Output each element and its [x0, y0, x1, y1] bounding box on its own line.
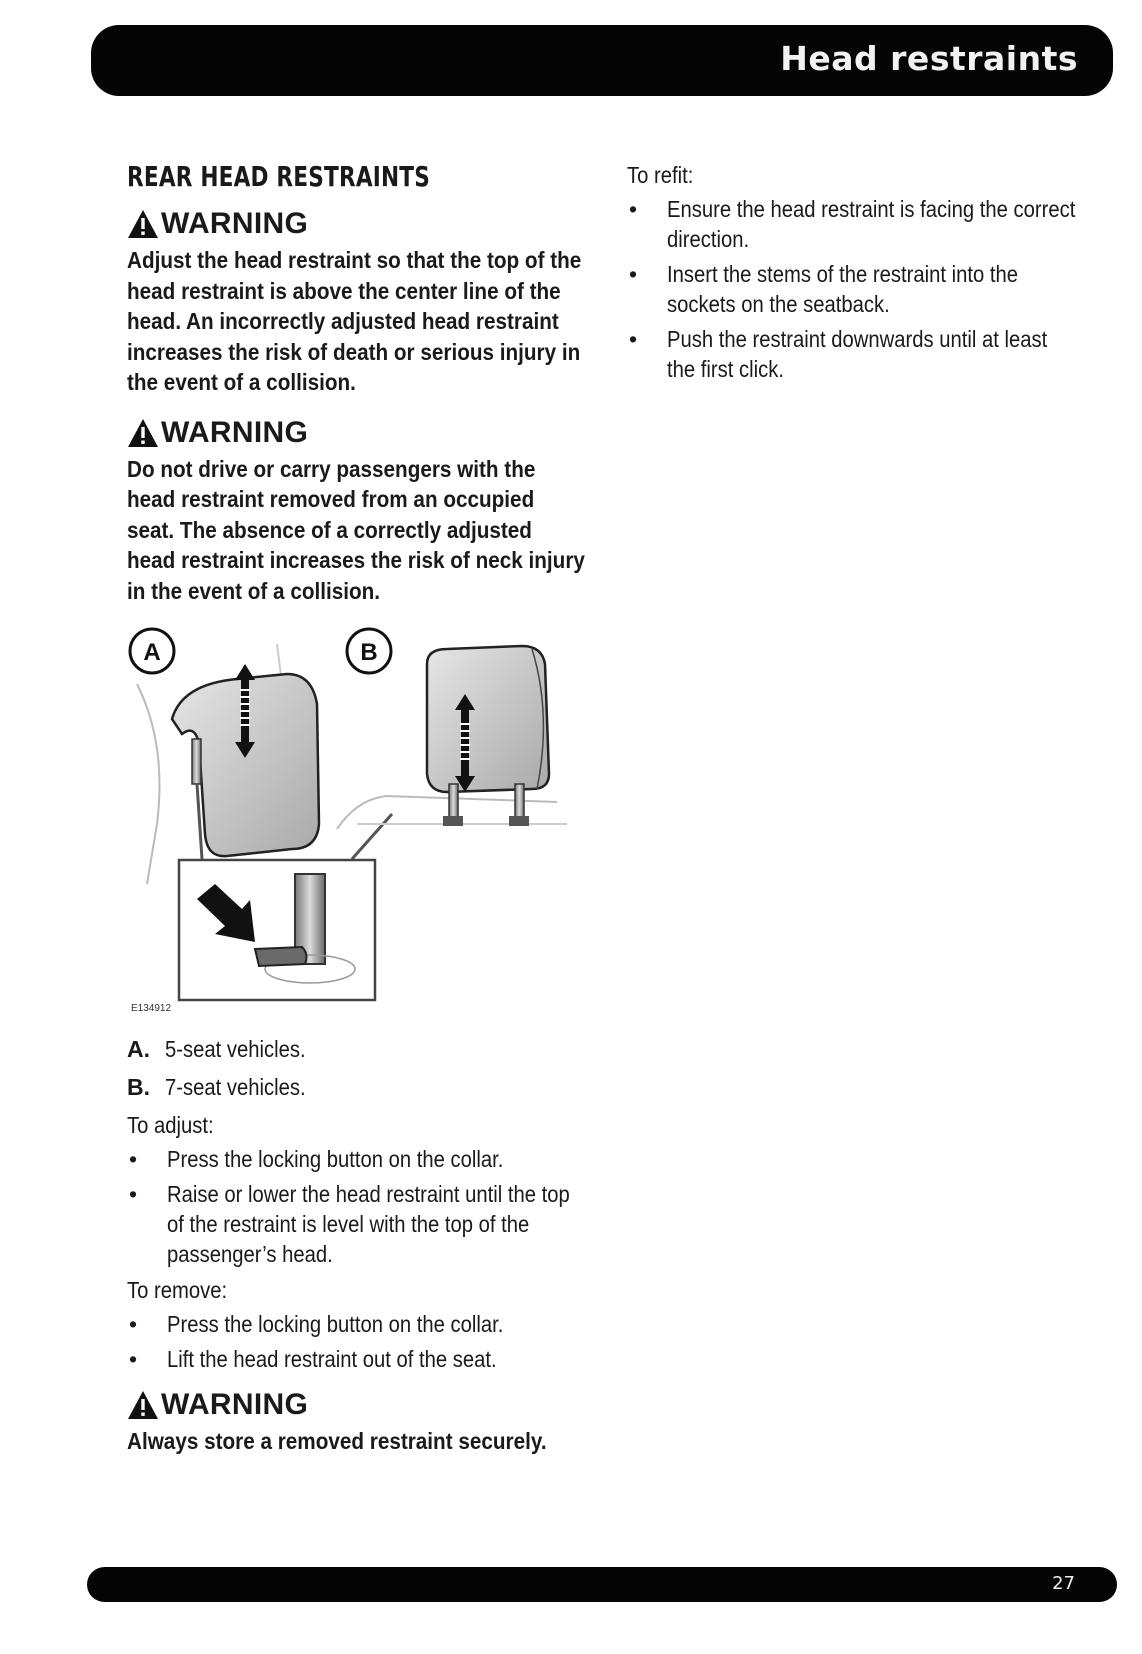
- warning-triangle-icon: [127, 209, 159, 239]
- bullet-icon: •: [129, 1346, 138, 1372]
- list-item-text: Press the locking button on the collar.: [167, 1146, 504, 1172]
- remove-intro: To remove:: [127, 1277, 228, 1303]
- illustration-svg: [127, 624, 575, 1024]
- list-item: [127, 1179, 587, 1269]
- bullet-icon: •: [629, 261, 638, 287]
- legend-row: [127, 1034, 587, 1064]
- figure-label-a: A: [143, 639, 161, 666]
- list-item: [127, 1309, 587, 1339]
- list-item-text: Ensure the head restraint is facing the correct direction.: [667, 196, 1076, 252]
- warning-title-3: [127, 1388, 587, 1422]
- remove-list: [127, 1309, 587, 1374]
- list-item: [627, 324, 1097, 384]
- warning-label: WARNING: [161, 415, 309, 449]
- warning-label: WARNING: [161, 207, 309, 240]
- right-column: [627, 160, 1097, 390]
- warning-body-1: Adjust the head restraint so that the top of the head restraint is above the center line of the head. An incorrectly adjusted head restraint increases the risk of death or serious injury in the event of a collision.: [127, 247, 582, 395]
- warning-triangle-icon: [127, 418, 159, 448]
- page-title: Head restraints: [780, 39, 1078, 78]
- legend-key: B.: [127, 1074, 150, 1100]
- header-bar: [91, 25, 1113, 96]
- list-item-text: Push the restraint downwards until at least the first click.: [667, 326, 1048, 382]
- section-heading: REAR HEAD RESTRAINTS: [127, 160, 431, 193]
- adjust-intro: To adjust:: [127, 1112, 214, 1138]
- warning-title-2: [127, 416, 587, 450]
- legend-key: A.: [127, 1036, 150, 1062]
- list-item-text: Insert the stems of the restraint into the sockets on the seatback.: [667, 261, 1019, 317]
- left-column: [127, 160, 587, 1475]
- list-item: [627, 259, 1097, 319]
- list-item-text: Press the locking button on the collar.: [167, 1311, 504, 1337]
- figure-label-b: B: [360, 639, 378, 666]
- bullet-icon: •: [129, 1146, 138, 1172]
- legend-row: [127, 1072, 587, 1102]
- list-item-text: Lift the head restraint out of the seat.: [167, 1346, 497, 1372]
- legend-text: 7-seat vehicles.: [165, 1074, 306, 1100]
- bullet-icon: •: [629, 326, 638, 352]
- footer-bar: [87, 1567, 1117, 1602]
- bullet-icon: •: [129, 1311, 138, 1337]
- list-item: [127, 1144, 587, 1174]
- warning-title-1: [127, 207, 587, 241]
- warning-body-2: Do not drive or carry passengers with the head restraint removed from an occupied seat. The absence of a correctly adjusted head restraint increases the risk of neck injury in the event of a collision.: [127, 455, 585, 604]
- warning-triangle-icon: [127, 1390, 159, 1420]
- bullet-icon: •: [629, 196, 638, 222]
- refit-list: [627, 194, 1097, 384]
- head-restraint-illustration: [127, 624, 575, 1024]
- page-number: 27: [1052, 1573, 1075, 1594]
- list-item: [627, 194, 1097, 254]
- bullet-icon: •: [129, 1181, 138, 1207]
- refit-intro: To refit:: [627, 162, 694, 188]
- warning-body-3: Always store a removed restraint securely.: [127, 1428, 547, 1454]
- legend-text: 5-seat vehicles.: [165, 1036, 306, 1062]
- list-item-text: Raise or lower the head restraint until the top of the restraint is level with the top of the passenger’s head.: [167, 1181, 570, 1267]
- figure-id: E134912: [131, 1003, 172, 1014]
- list-item: [127, 1344, 587, 1374]
- adjust-list: [127, 1144, 587, 1269]
- warning-label: WARNING: [161, 1388, 309, 1421]
